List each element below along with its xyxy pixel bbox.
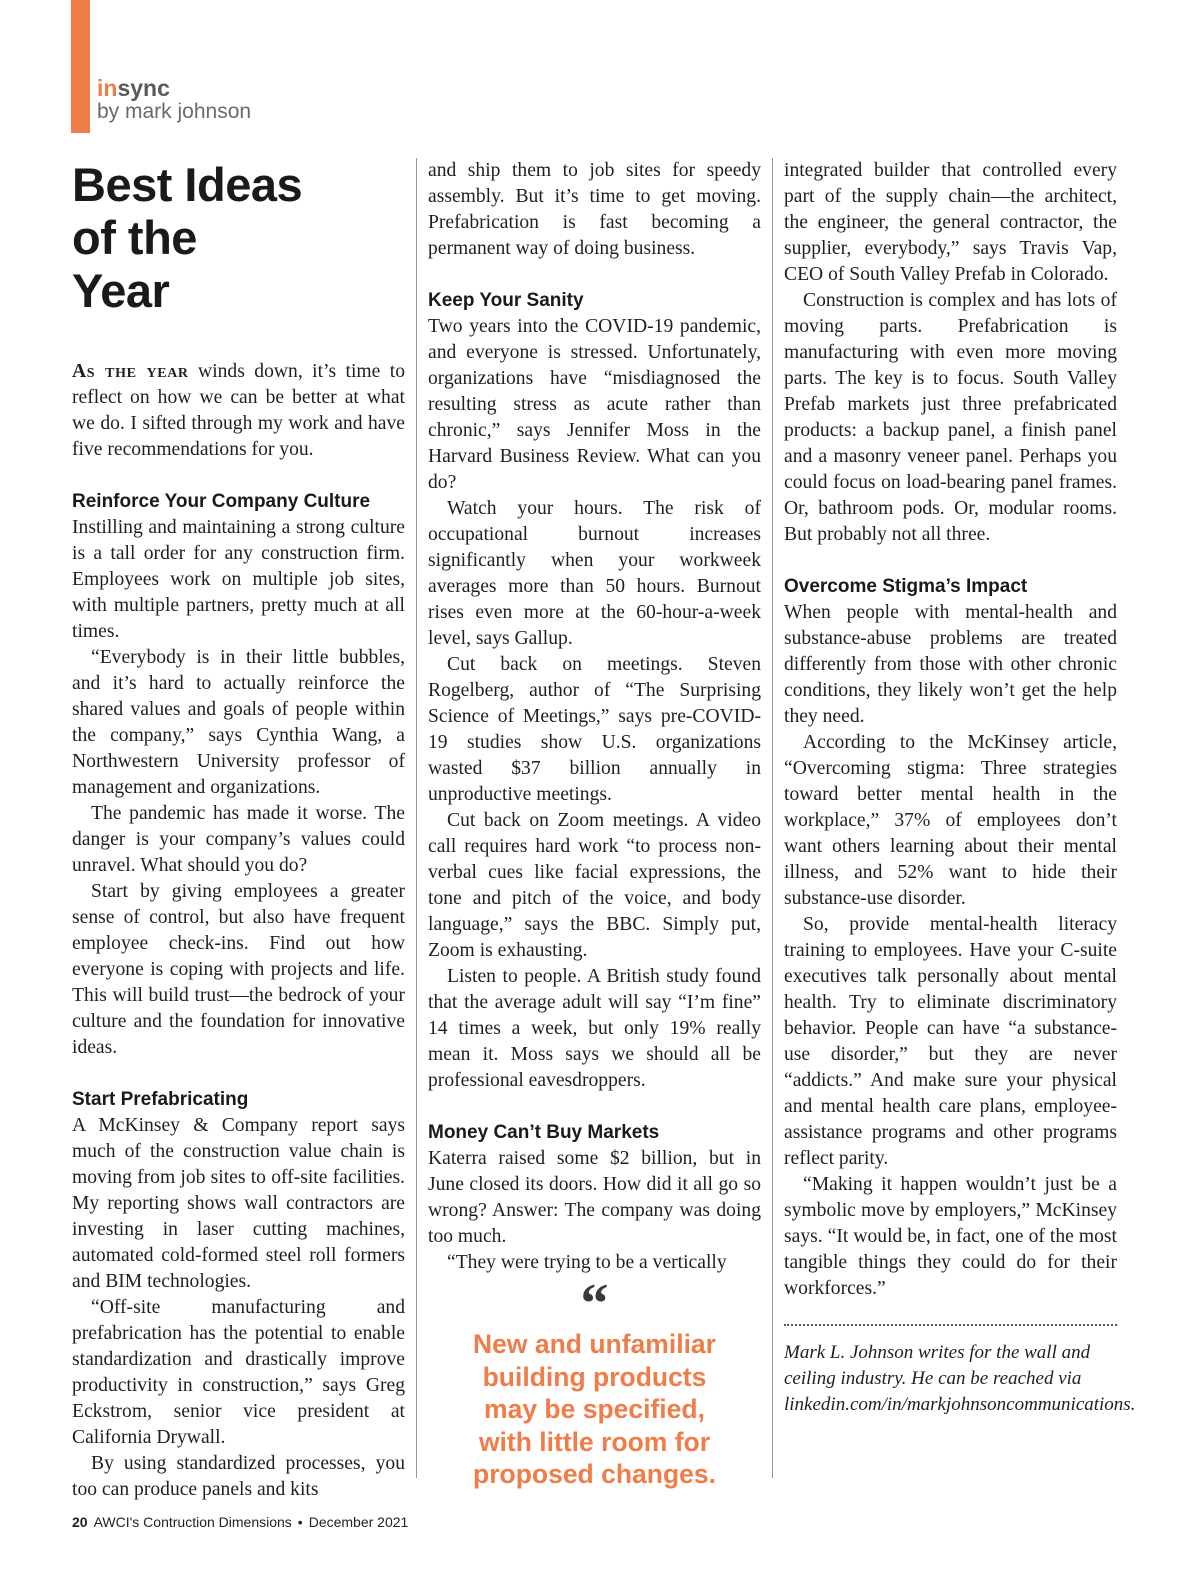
page-title	[72, 158, 405, 317]
body-paragraph: When people with mental-health and substance-abuse problems are treated differently from those with other chronic conditions, they likely won’t get the help they need.	[784, 602, 1117, 727]
body-paragraph: integrated builder that controlled every part of the supply chain—the architect, the engineer, the general contractor, the supplier, everybody,” says Travis Vap, CEO of South Valley Prefab in Colorado.	[784, 160, 1117, 285]
body-paragraph: By using standardized processes, you too can produce panels and kits	[72, 1453, 405, 1500]
section-heading: Overcome Stigma’s Impact	[784, 576, 1028, 597]
body-paragraph: Construction is complex and has lots of moving parts. Prefabrication is manufacturing with even more moving parts. The key is to focus. South Valley Prefab markets just three prefabricated products: a backup panel, a finish panel and a masonry veneer panel. Perhaps you could focus on load-bearing panel frames. Or, bathroom pods. Or, modular rooms. But probably not all three.	[784, 290, 1117, 545]
lead-in: As the year	[72, 361, 189, 382]
kicker-sync: sync	[117, 75, 170, 101]
body-paragraph: So, provide mental-health literacy training to employees. Have your C-suite executives talk personally about mental health. Try to eliminate discriminatory behavior. People can have “a substance-use disorder,” but they are never “addicts.” And make sure your physical and mental health care plans, employee-assistance programs and other programs reflect parity.	[784, 914, 1117, 1169]
section-heading: Money Can’t Buy Markets	[428, 1122, 660, 1143]
body-paragraph: According to the McKinsey article, “Overcoming stigma: Three strategies toward better mental health in the workplace,” 37% of employees don’t want others learning about their mental illness, and 52% want to hide their substance-use disorder.	[784, 732, 1117, 909]
body-paragraph: Watch your hours. The risk of occupational burnout increases significantly when your workweek averages more than 50 hours. Burnout rises even more at the 60-hour-a-week level, says Gallup.	[428, 498, 761, 649]
column-2	[428, 158, 761, 1276]
page-number: 20	[72, 1514, 88, 1530]
kicker-title	[97, 76, 251, 100]
body-paragraph: Listen to people. A British study found that the average adult will say “I’m fine” 14 times a week, but only 19% really mean it. Moss says we should all be professional eavesdroppers.	[428, 966, 761, 1091]
body-paragraph: “Everybody is in their little bubbles, and it’s hard to actually reinforce the shared values and goals of people within the company,” says Cynthia Wang, a Northwestern University professor of management and organizations.	[72, 647, 405, 798]
body-paragraph: A McKinsey & Company report says much of the construction value chain is moving from job sites to off-site facilities. My reporting shows wall contractors are investing in laser cutting machines, automated cold-formed steel roll formers and BIM technologies.	[72, 1115, 405, 1292]
column-3	[784, 158, 1136, 1418]
pull-quote-line: proposed changes.	[473, 1459, 716, 1489]
page-footer	[72, 1514, 408, 1530]
body-paragraph: and ship them to job sites for speedy assembly. But it’s time to get moving. Prefabrication is fast becoming a permanent way of doing business.	[428, 160, 761, 259]
pull-quote-line: may be specified,	[484, 1394, 705, 1424]
column-divider	[772, 158, 773, 1478]
pull-quote-line: with little room for	[478, 1426, 711, 1457]
kicker-in: in	[97, 75, 118, 101]
title-line: Best Ideas	[72, 158, 303, 211]
section-heading: Keep Your Sanity	[428, 290, 584, 311]
pull-quote	[428, 1273, 761, 1491]
author-bio: Mark L. Johnson writes for the wall and ceiling industry. He can be reached via linkedin.com/in/markjohnsoncommunications.	[784, 1342, 1136, 1415]
pull-quote-line: building products	[482, 1361, 707, 1392]
footer-separator: •	[297, 1514, 303, 1530]
body-paragraph: “They were trying to be a vertically	[447, 1252, 727, 1273]
body-paragraph: Katerra raised some $2 billion, but in June closed its doors. How did it all go so wrong? Answer: The company was doing too much.	[428, 1148, 761, 1247]
body-paragraph: “Making it happen wouldn’t just be a symbolic move by employers,” McKinsey says. “It would be, in fact, one of the most tangible things they could do for their workforces.”	[784, 1174, 1117, 1299]
issue-date: December 2021	[308, 1514, 409, 1530]
title-line: of the	[72, 211, 197, 264]
body-paragraph: Instilling and maintaining a strong culture is a tall order for any construction firm. Employees work on multiple job sites, with multiple partners, pretty much at all times.	[72, 517, 405, 642]
byline: by mark johnson	[97, 100, 252, 124]
intro-paragraph	[72, 359, 405, 463]
body-paragraph: Cut back on meetings. Steven Rogelberg, author of “The Surprising Science of Meetings,” says pre-COVID-19 studies show U.S. organizations wasted $37 billion annually in unproductive meetings.	[428, 654, 761, 805]
column-kicker	[97, 76, 251, 123]
column-divider	[416, 158, 417, 1478]
column-1	[72, 158, 405, 1503]
body-paragraph: “Off-site manufacturing and prefabrication has the potential to enable standardization and drastically improve productivity in construction,” says Greg Eckstrom, senior vice president at California Drywall.	[72, 1297, 405, 1448]
intro-text: winds down, it’s time to reflect on how we can be better at what we do. I sifted through my work and have five recommendations for you.	[72, 361, 406, 460]
accent-bar	[71, 0, 90, 133]
dotted-divider	[784, 1324, 1117, 1326]
pull-quote-text	[428, 1328, 761, 1491]
section-heading: Reinforce Your Company Culture	[72, 491, 371, 512]
pull-quote-line: New and unfamiliar	[473, 1329, 716, 1359]
body-paragraph: The pandemic has made it worse. The danger is your company’s values could unravel. What should you do?	[72, 803, 405, 876]
publication-name: AWCI's Contruction Dimensions	[93, 1514, 292, 1530]
quote-mark-icon: “	[580, 1273, 609, 1335]
body-paragraph: Start by giving employees a greater sense of control, but also have frequent employee check-ins. Find out how everyone is coping with projects and life. This will build trust—the bedrock of your culture and the foundation for innovative ideas.	[72, 881, 405, 1058]
title-line: Year	[72, 264, 170, 317]
section-heading: Start Prefabricating	[72, 1089, 249, 1110]
body-paragraph: Two years into the COVID-19 pandemic, and everyone is stressed. Unfortunately, organizations have “misdiagnosed the resulting stress as acute rather than chronic,” says Jennifer Moss in the Harvard Business Review. What can you do?	[428, 316, 761, 493]
body-paragraph: Cut back on Zoom meetings. A video call requires hard work “to process non-verbal cues like facial expressions, the tone and pitch of the voice, and body language,” says the BBC. Simply put, Zoom is exhausting.	[428, 810, 761, 961]
